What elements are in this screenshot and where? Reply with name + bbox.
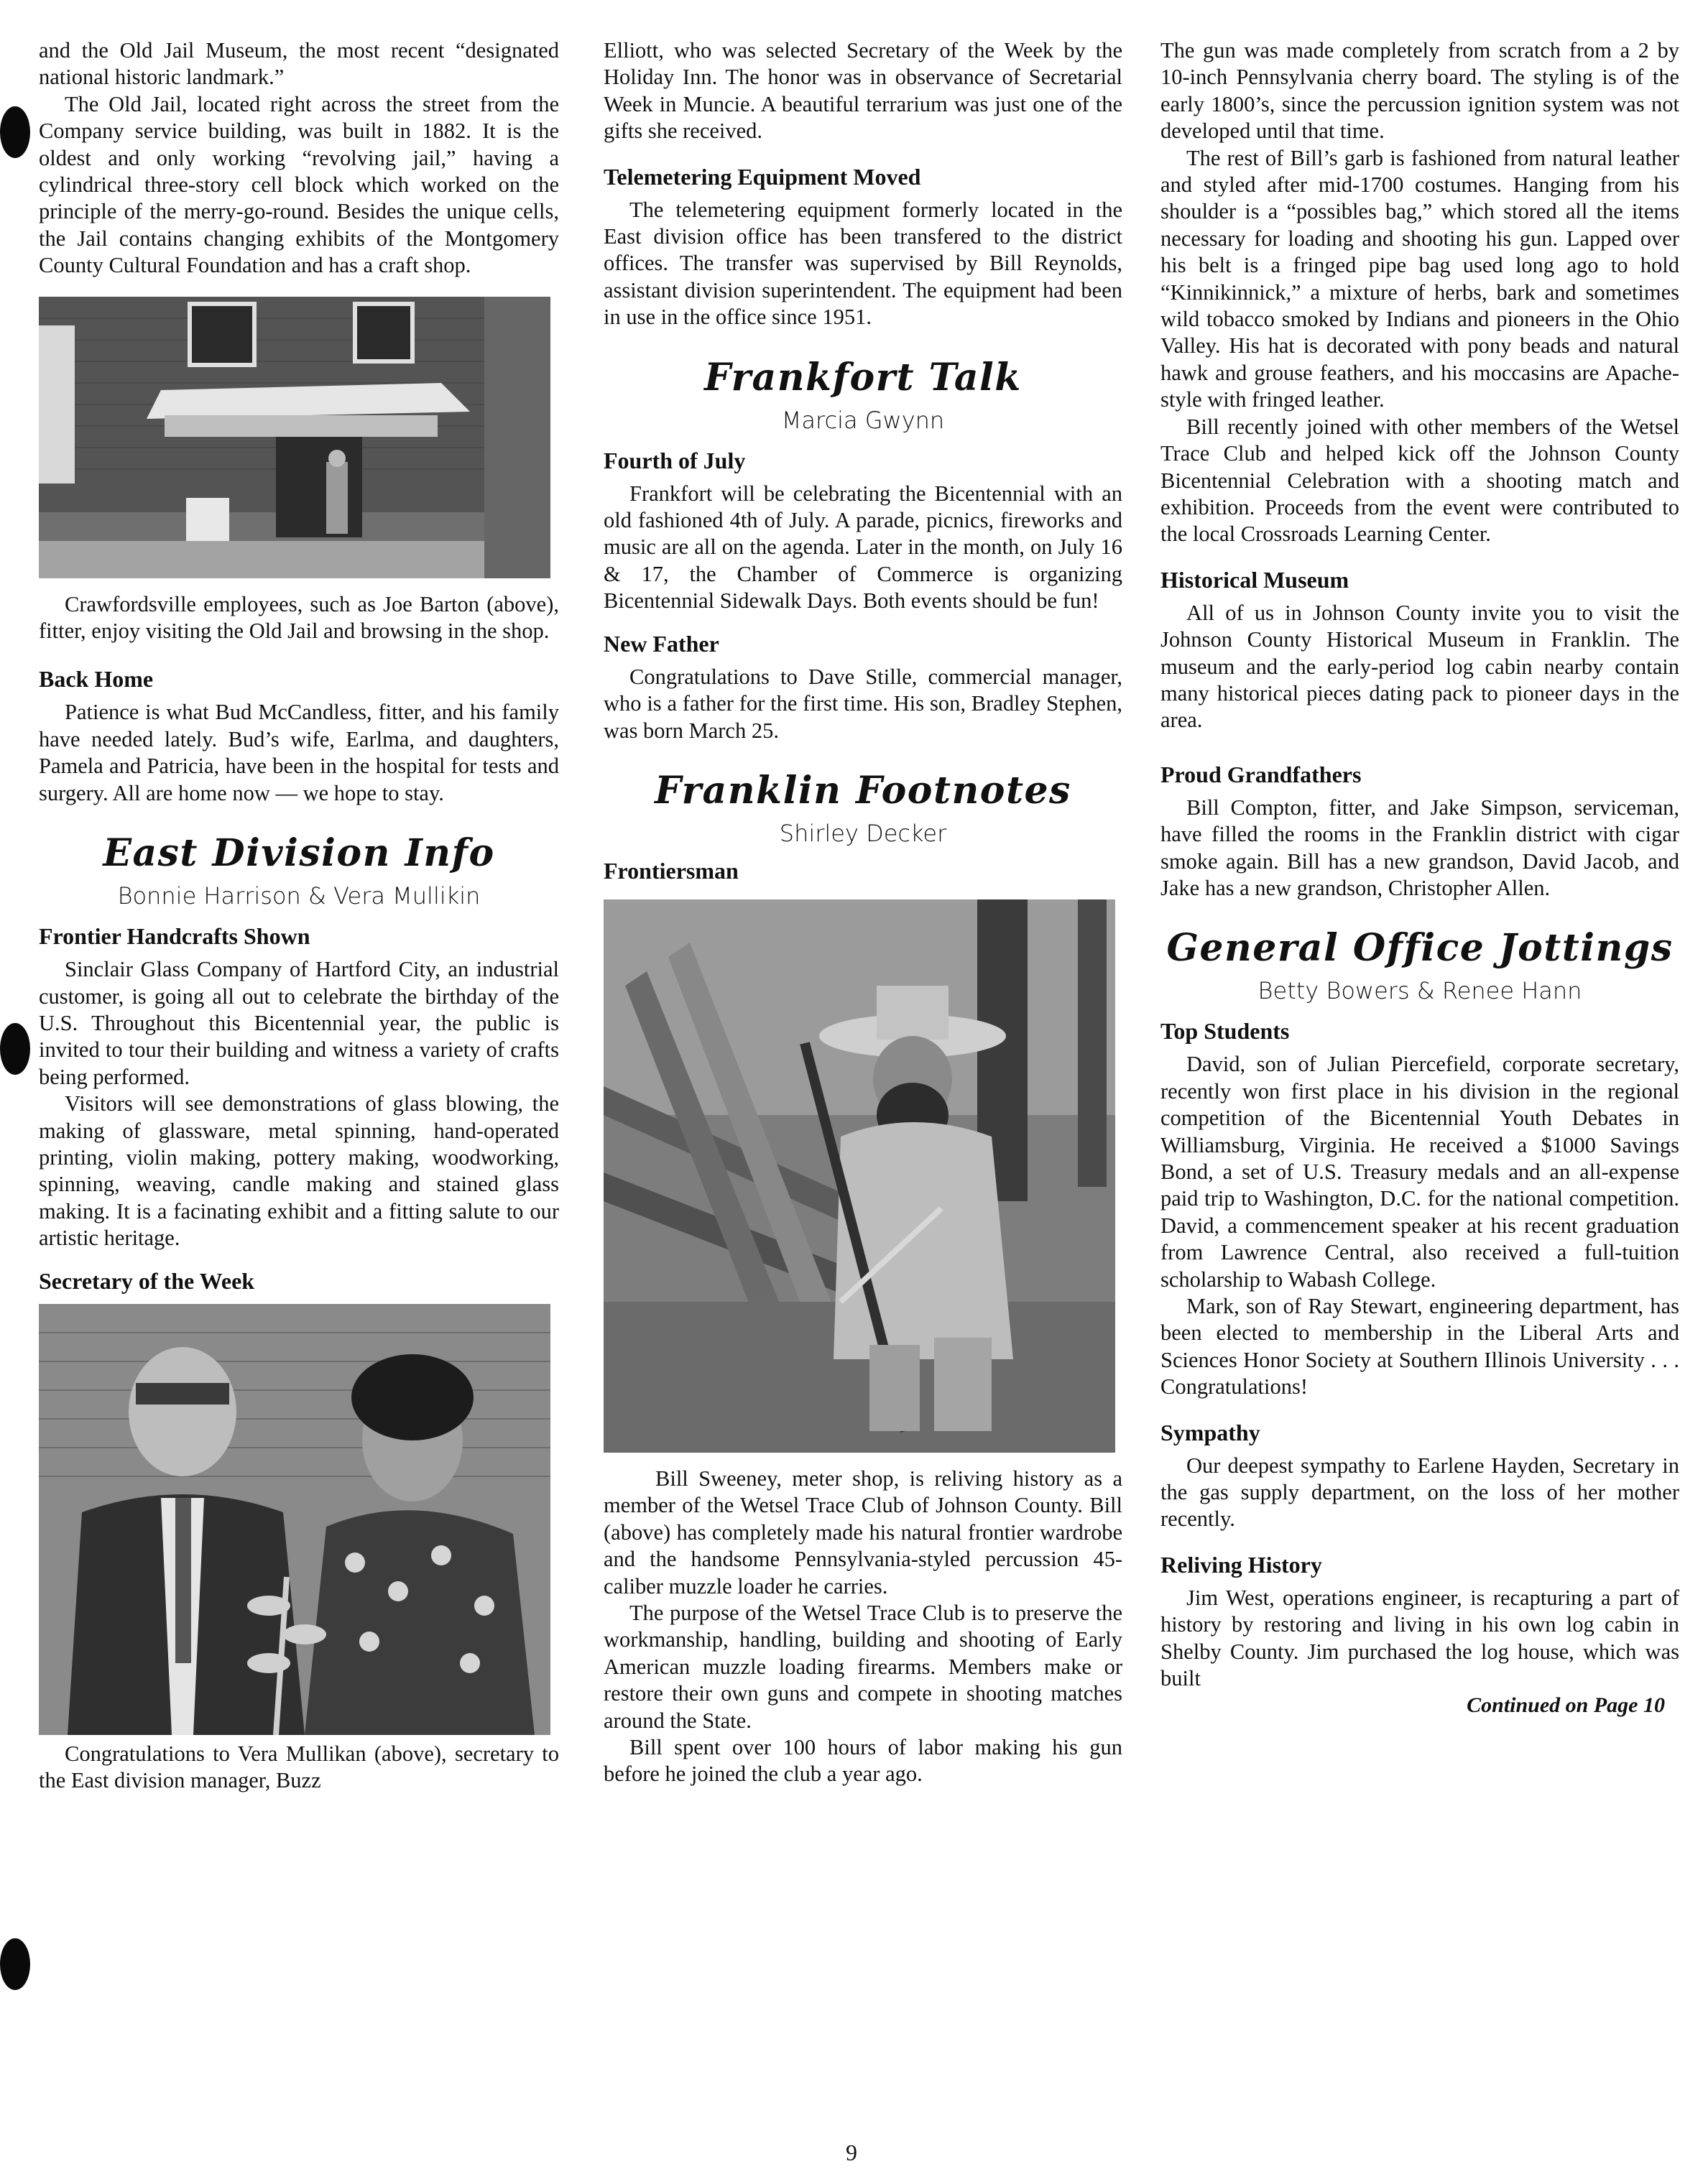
- proud-grandfathers-heading: Proud Grandfathers: [1160, 761, 1362, 787]
- telemetering-heading: Telemetering Equipment Moved: [604, 163, 921, 190]
- general-office-byline: Betty Bowers & Renee Hann: [1257, 977, 1582, 1005]
- punch-hole-top: [0, 106, 30, 158]
- back-home-text: Patience is what Bud McCandless, fitter, and his family have needed lately. Bud’s wife, Earlma, and daughters, Pamela and Patricia, have been in the hospital for tests and surgery. All are home now — we hope to stay.: [39, 700, 559, 805]
- frontiersman-para-1: Bill Sweeney, meter shop, is reliving history as a member of the Wetsel Trace Club of Johnson County. Bill (above) has completely made his natural frontier wardrobe and the handsome Pennsylvania-styled percussion 45-caliber muzzle loader he carries.: [604, 1466, 1122, 1598]
- frontiersman-image: [604, 899, 1115, 1453]
- reliving-history-heading: Reliving History: [1160, 1551, 1322, 1578]
- old-jail-building-image: [39, 297, 550, 578]
- franklin-byline: Shirley Decker: [779, 819, 947, 847]
- frontier-handcrafts-heading: Frontier Handcrafts Shown: [39, 923, 310, 950]
- east-division-title: East Division Info: [103, 831, 495, 876]
- page-number: 9: [846, 2139, 857, 2165]
- gun-paragraph: The gun was made completely from scratch from a 2 by 10-inch Pennsylvania cherry board. The styling is of the early 1800’s, since the percussion ignition system was not developed until that time.: [1160, 38, 1679, 144]
- secretary-week-caption: Congratulations to Vera Mullikan (above), secretary to the East division manager, Buzz: [39, 1741, 559, 1792]
- new-father-heading: New Father: [604, 630, 719, 657]
- frankfort-byline: Marcia Gwynn: [781, 406, 945, 434]
- sympathy-heading: Sympathy: [1160, 1419, 1260, 1445]
- top-students-heading: Top Students: [1160, 1018, 1290, 1045]
- back-home-heading: Back Home: [39, 666, 154, 693]
- new-father-text: Congratulations to Dave Stille, commercial manager, who is a father for the first time. His son, Bradley Stephen, was born March 25.: [604, 664, 1122, 743]
- old-jail-paragraph: The Old Jail, located right across the street from the Company service building, was built in 1882. It is the oldest and only working “revolving jail,” having a cylindrical three-story cell block which worked on the principle of the merry-go-round. Besides the unique cells, the Jail contains changing exhibits of the Montgomery County Cultural Foundation and has a craft shop.: [39, 91, 559, 278]
- historical-museum-heading: Historical Museum: [1160, 566, 1349, 593]
- historical-museum-text: All of us in Johnson County invite you to visit the Johnson County Historical Museum in Franklin. The museum and the early-period log cabin nearby contain many historical pieces dating pack to pioneer days in the area.: [1160, 600, 1679, 733]
- elliott-paragraph: Elliott, who was selected Secretary of the Week by the Holiday Inn. The honor was in observance of Secretarial Week in Muncie. A beautiful terrarium was just one of the gifts she received.: [604, 38, 1122, 144]
- frontiersman-photo: [604, 899, 1115, 1453]
- frontiersman-para-3: Bill spent over 100 hours of labor making his gun before he joined the club a year ago.: [604, 1734, 1122, 1787]
- old-jail-intro-paragraph: and the Old Jail Museum, the most recent “designated national historic landmark.”: [39, 38, 559, 90]
- top-students-para-1: David, son of Julian Piercefield, corporate secretary, recently won first place in his division in the regional competition of the Bicentennial Youth Debates in Williamsburg, Virginia. He received a $1000 Savings Bond, a set of U.S. Treasury medals and an all-expense paid trip to Washington, D.C. for the national competition. David, a commencement speaker at his recent graduation from Lawrence Central, also received a full-tuition scholarship to Wabash College.: [1160, 1052, 1679, 1292]
- telemetering-text: The telemetering equipment formerly located in the East division office has been transfered to the district offices. The transfer was supervised by Bill Reynolds, assistant division superintendent. The equipment had been in use in the office since 1951.: [604, 197, 1122, 330]
- sympathy-text: Our deepest sympathy to Earlene Hayden, Secretary in the gas supply department, on the loss of her mother recently.: [1160, 1453, 1679, 1532]
- column-2: [604, 37, 1122, 1788]
- old-jail-photo: [39, 297, 550, 578]
- old-jail-caption: Crawfordsville employees, such as Joe Barton (above), fitter, enjoy visiting the Old Jail and browsing in the shop.: [39, 591, 559, 644]
- fourth-july-heading: Fourth of July: [604, 447, 746, 473]
- joined-paragraph: Bill recently joined with other members of the Wetsel Trace Club and helped kick off the Johnson County Bicentennial Celebration with a shooting match and exhibition. Proceeds from the event were contributed to the local Crossroads Learning Center.: [1160, 414, 1679, 547]
- frontier-handcrafts-para-1: Sinclair Glass Company of Hartford City, an industrial customer, is going all out to celebrate the birthday of the U.S. Throughout this Bicentennial year, the public is invited to tour their building and witness a variety of crafts being performed.: [39, 957, 559, 1089]
- frontier-handcrafts-para-2: Visitors will see demonstrations of glass blowing, the making of glassware, metal spinning, hand-operated printing, violin making, pottery making, woodworking, spinning, weaving, candle making and stained glass making. It is a facinating exhibit and a fitting salute to our artistic heritage.: [39, 1091, 559, 1251]
- frankfort-title: Frankfort Talk: [704, 355, 1022, 399]
- column-1: [39, 37, 559, 1794]
- reliving-history-text: Jim West, operations engineer, is recapturing a part of history by restoring and living in his own log cabin in Shelby County. Jim purchased the log house, which was built: [1160, 1585, 1679, 1691]
- secretary-week-photo: [39, 1304, 550, 1735]
- continued-on-page-link[interactable]: Continued on Page 10: [1467, 1693, 1665, 1717]
- fourth-july-text: Frankfort will be celebrating the Bicentennial with an old fashioned 4th of July. A parade, picnics, fireworks and music are all on the agenda. Later in the month, on July 16 & 17, the Chamber of Commerce is organizing Bicentennial Sidewalk Days. Both events should be fun!: [604, 481, 1122, 614]
- frontiersman-para-2: The purpose of the Wetsel Trace Club is to preserve the workmanship, handling, building and shooting of Early American muzzle loading firearms. Members make or restore their own guns and compete in shooting matches around the State.: [604, 1600, 1122, 1733]
- general-office-title: General Office Jottings: [1166, 926, 1674, 971]
- frontiersman-heading: Frontiersman: [604, 857, 739, 884]
- garb-paragraph: The rest of Bill’s garb is fashioned from natural leather and styled after mid-1700 costumes. Hanging from his shoulder is a “possibles bag,” which stored all the items necessary for loading and shooting his gun. Lapped over his belt is a fringed pipe bag used long ago to hold “Kinnikinnick,” a mixture of herbs, bark and sometimes wild tobacco smoked by Indians and pioneers in the Ohio Valley. His hat is decorated with pony beads and natural hawk and grouse feathers, and his moccasins are Apache-style with fringed leather.: [1160, 145, 1679, 412]
- punch-hole-bottom: [0, 1938, 30, 1990]
- top-students-para-2: Mark, son of Ray Stewart, engineering department, has been elected to membership in the Liberal Arts and Sciences Honor Society at Southern Illinois University . . . Congratulations!: [1160, 1294, 1679, 1399]
- secretary-week-heading: Secretary of the Week: [39, 1267, 255, 1294]
- east-division-byline: Bonnie Harrison & Vera Mullikin: [117, 882, 481, 910]
- franklin-title: Franklin Footnotes: [655, 768, 1071, 813]
- secretary-week-image: [39, 1304, 550, 1735]
- proud-grandfathers-text: Bill Compton, fitter, and Jake Simpson, serviceman, have filled the rooms in the Franklin district with cigar smoke again. Bill has a new grandson, David Jacob, and Jake has a new grandson, Christopher Allen.: [1160, 795, 1679, 900]
- column-3: [1160, 37, 1679, 1718]
- punch-hole-middle: [0, 1023, 30, 1075]
